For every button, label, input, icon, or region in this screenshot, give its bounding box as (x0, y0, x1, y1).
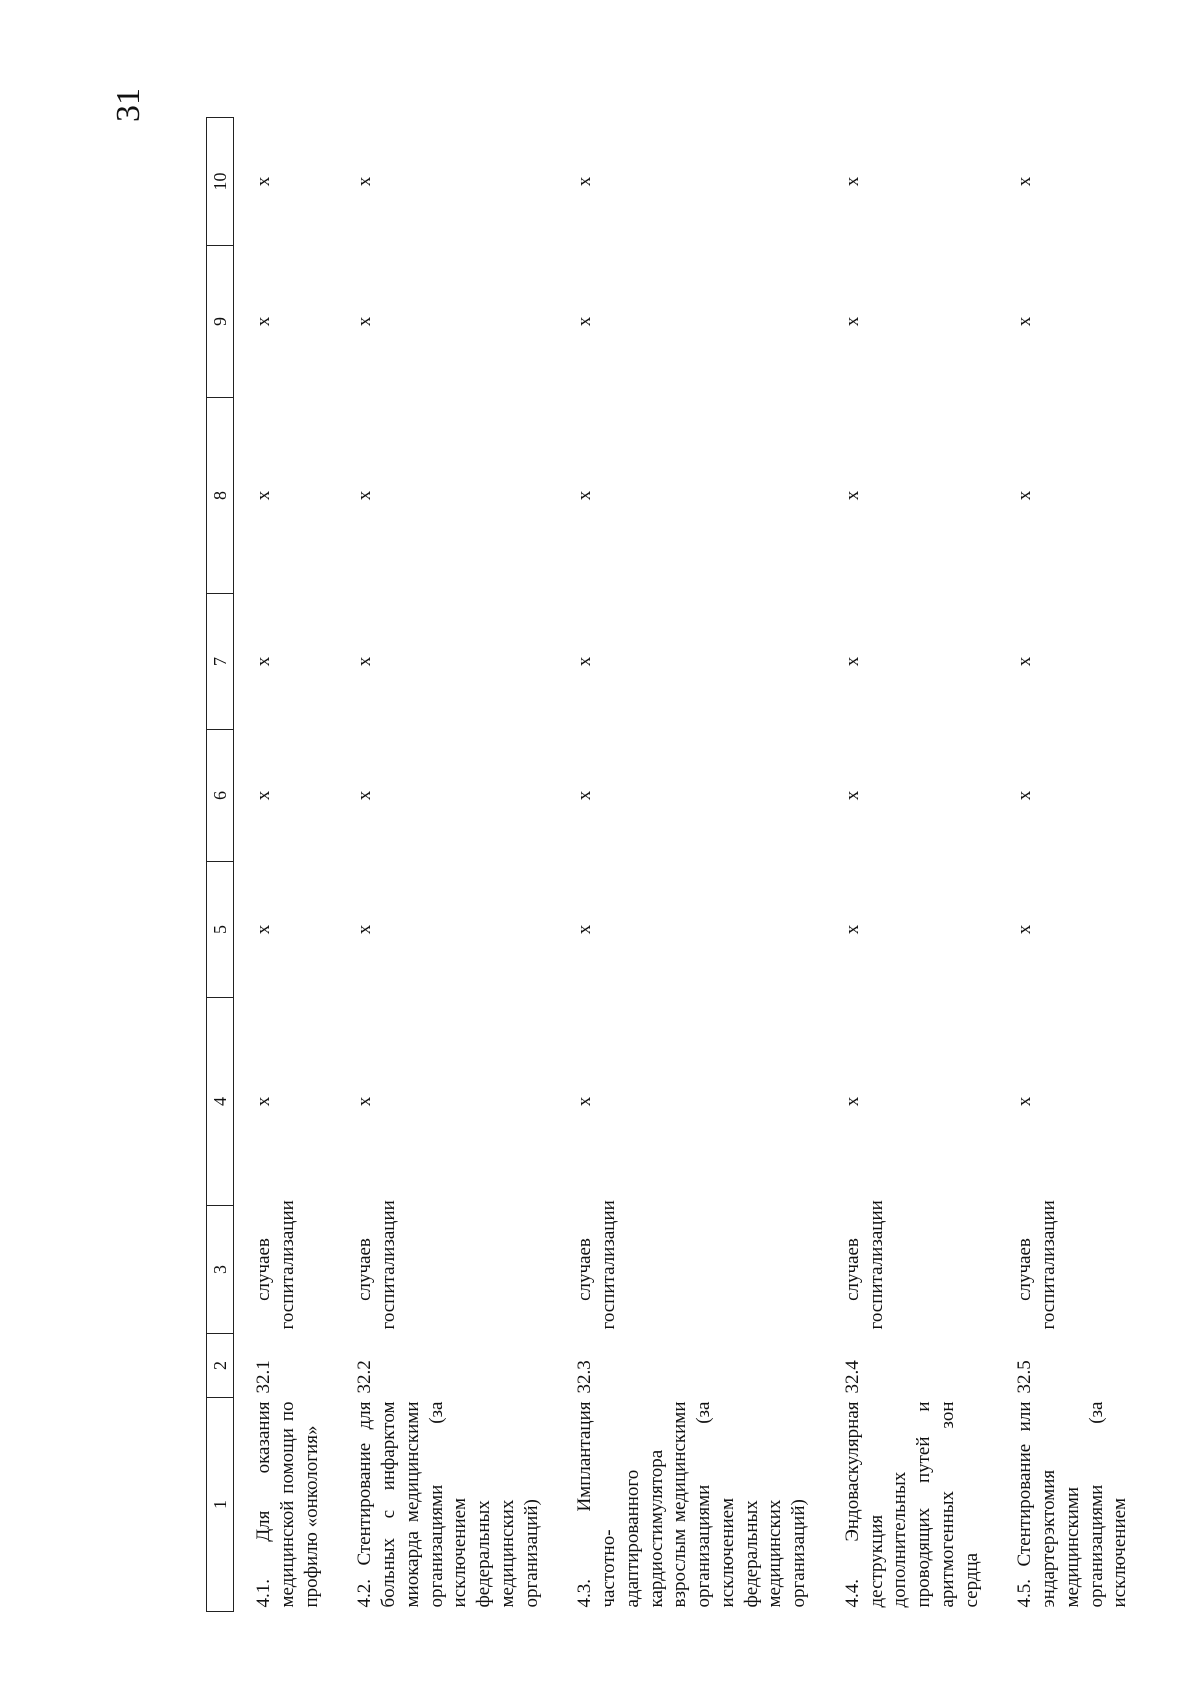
unit-label: случаев госпитализации (841, 1200, 887, 1330)
value-cell: х (574, 176, 596, 187)
row-code: 32.5 (1014, 1360, 1036, 1394)
value-cell: х (354, 1096, 376, 1107)
value-cell: х (1014, 316, 1036, 327)
value-cell: х (354, 790, 376, 801)
value-cell: х (574, 1096, 596, 1107)
value-cell: х (841, 490, 863, 501)
column-header: 3 (207, 1206, 234, 1334)
value-cell: х (574, 316, 596, 327)
indicator-name: 4.1. Для оказания медицинской помощи по профилю «онкология» (253, 1401, 322, 1608)
column-header: 6 (207, 730, 234, 862)
table-row (234, 118, 336, 1612)
row-code: 32.4 (841, 1360, 863, 1394)
value-cell: х (253, 490, 274, 501)
value-cell: х (1014, 790, 1036, 801)
column-header: 8 (207, 398, 234, 594)
column-header: 2 (207, 1334, 234, 1398)
column-header: 7 (207, 594, 234, 730)
value-cell: х (1014, 490, 1036, 501)
unit-label: случаев госпитализации (574, 1200, 619, 1330)
indicator-name: 4.5. Стентирование или эндартерэктомия медицинскими организациями (за исключением (1014, 1401, 1131, 1608)
unit-label: случаев госпитализации (1014, 1200, 1059, 1330)
row-code: 32.2 (354, 1360, 376, 1394)
value-cell: х (253, 656, 274, 667)
value-cell: х (841, 790, 863, 801)
value-cell: х (1014, 1096, 1036, 1107)
row-code: 32.3 (574, 1360, 596, 1394)
value-cell: х (1014, 924, 1036, 935)
value-cell: х (354, 176, 376, 187)
table-row (995, 118, 1144, 1612)
unit-label: случаев госпитализации (253, 1200, 298, 1330)
value-cell: х (253, 316, 274, 327)
value-cell: х (1014, 656, 1036, 667)
value-cell: х (253, 1096, 274, 1107)
page-number: 31 (110, 88, 147, 122)
value-cell: х (841, 924, 863, 935)
value-cell: х (574, 490, 596, 501)
column-header: 4 (207, 998, 234, 1206)
value-cell: х (574, 656, 596, 667)
unit-label: случаев госпитализации (354, 1200, 399, 1330)
value-cell: х (1014, 176, 1036, 187)
indicator-name: 4.4. Эндоваскулярная деструкция дополнительных проводящих путей и аритмогенных зон сердца (841, 1401, 982, 1608)
value-cell: х (354, 656, 376, 667)
column-header: 10 (207, 118, 234, 246)
data-table-container (206, 118, 1131, 1612)
table-header-row (207, 118, 234, 1612)
value-cell: х (253, 924, 274, 935)
value-cell: х (574, 790, 596, 801)
value-cell: х (841, 1096, 863, 1107)
value-cell: х (841, 176, 863, 187)
column-header: 9 (207, 246, 234, 398)
value-cell: х (841, 316, 863, 327)
column-header: 1 (207, 1398, 234, 1612)
indicator-name: 4.2. Стентирование для больных с инфарктом миокарда медицинскими организациями (за исключением федеральных медицинских организаций) (354, 1401, 542, 1608)
value-cell: х (253, 176, 274, 187)
value-cell: х (574, 924, 596, 935)
indicator-name: 4.3. Имплантация частотно-адаптированного кардиостимулятора взрослым медицинскими организациями (за исключением федеральных медицинских организаций) (574, 1401, 809, 1608)
value-cell: х (354, 924, 376, 935)
value-cell: х (354, 316, 376, 327)
table-row (823, 118, 996, 1612)
value-cell: х (253, 790, 274, 801)
value-cell: х (841, 656, 863, 667)
table-row (555, 118, 823, 1612)
data-table (206, 117, 1144, 1612)
value-cell: х (354, 490, 376, 501)
row-code: 32.1 (253, 1360, 274, 1394)
table-row (335, 118, 555, 1612)
column-header: 5 (207, 862, 234, 998)
